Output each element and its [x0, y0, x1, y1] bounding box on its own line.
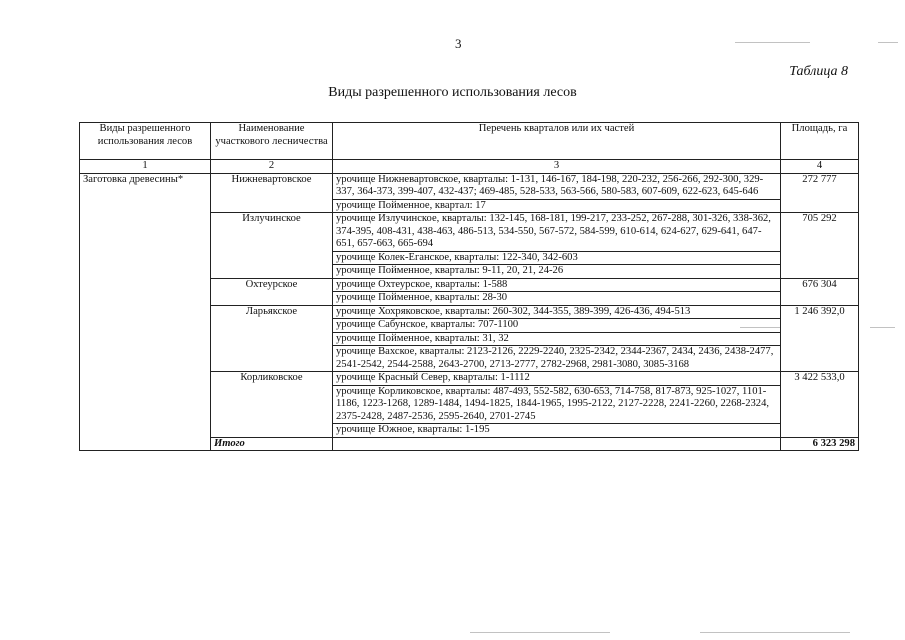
- column-number-row: [80, 160, 859, 174]
- header-forestry: Наименование участкового лесничества: [211, 123, 333, 160]
- page-number: 3: [455, 36, 462, 51]
- quarters-cell: урочище Пойменное, кварталы: 31, 32: [333, 332, 781, 346]
- total-label: Итого: [211, 437, 333, 451]
- scan-speck: [735, 42, 810, 43]
- area-cell: 1 246 392,0: [781, 305, 859, 372]
- document-title: Виды разрешенного использования лесов: [328, 85, 577, 100]
- quarters-cell: урочище Сабунское, кварталы: 707-1100: [333, 319, 781, 333]
- header-use-type: Виды разрешенного использования лесов: [80, 123, 211, 160]
- use-type-cell: Заготовка древесины*: [80, 173, 211, 451]
- header-quarters: Перечень кварталов или их частей: [333, 123, 781, 160]
- quarters-cell: урочище Излучинское, кварталы: 132-145, 168-181, 199-217, 233-252, 267-288, 301-326, 338-362, 374-395, 408-431, 438-463, 486-513, 534-550, 567-572, 584-599, 610-614, 624-627, 629-641, 647-651, 657-663, 665-694: [333, 213, 781, 252]
- table-row: [80, 173, 859, 199]
- quarters-cell: урочище Вахское, кварталы: 2123-2126, 2229-2240, 2325-2342, 2344-2367, 2434, 2436, 2438-2477, 2541-2542, 2544-2588, 2643-2700, 2713-2777, 2782-2968, 2981-3080, 3085-3168: [333, 346, 781, 372]
- quarters-cell: урочище Охтеурское, кварталы: 1-588: [333, 278, 781, 292]
- forestry-name: Корликовское: [211, 372, 333, 438]
- area-cell: 676 304: [781, 278, 859, 305]
- area-cell: 272 777: [781, 173, 859, 213]
- column-number: 2: [211, 160, 333, 174]
- header-area: Площадь, га: [781, 123, 859, 160]
- forestry-name: Охтеурское: [211, 278, 333, 305]
- quarters-cell: урочище Пойменное, квартал: 17: [333, 199, 781, 213]
- total-area: 6 323 298: [781, 437, 859, 451]
- scan-speck: [878, 42, 898, 43]
- quarters-cell: урочище Красный Север, кварталы: 1-1112: [333, 372, 781, 386]
- area-cell: 705 292: [781, 213, 859, 279]
- table-label: Таблица 8: [789, 64, 848, 79]
- column-number: 1: [80, 160, 211, 174]
- quarters-cell: урочище Пойменное, кварталы: 9-11, 20, 21, 24-26: [333, 265, 781, 279]
- quarters-cell: урочище Колек-Еганское, кварталы: 122-340, 342-603: [333, 251, 781, 265]
- scan-speck: [870, 327, 895, 328]
- header-row: [80, 123, 859, 160]
- column-number: 4: [781, 160, 859, 174]
- column-number: 3: [333, 160, 781, 174]
- quarters-cell: урочище Южное, кварталы: 1-195: [333, 424, 781, 438]
- scan-speck: [470, 632, 610, 633]
- total-empty-cell: [333, 437, 781, 451]
- forestry-name: Нижневартовское: [211, 173, 333, 213]
- quarters-cell: урочище Хохряковское, кварталы: 260-302, 344-355, 389-399, 426-436, 494-513: [333, 305, 781, 319]
- quarters-cell: урочище Нижневартовское, кварталы: 1-131, 146-167, 184-198, 220-232, 256-266, 292-300, 329-337, 364-373, 399-407, 432-437; 469-485, 528-533, 563-566, 580-583, 607-609, 622-623, 645-646: [333, 173, 781, 199]
- quarters-cell: урочище Пойменное, кварталы: 28-30: [333, 292, 781, 306]
- forest-use-table: [79, 122, 859, 451]
- forestry-name: Излучинское: [211, 213, 333, 279]
- quarters-cell: урочище Корликовское, кварталы: 487-493, 552-582, 630-653, 714-758, 817-873, 925-1027, 1101-1186, 1223-1268, 1289-1484, 1494-1825, 1844-1965, 1995-2122, 2127-2228, 2241-2260, 2268-2324, 2375-2428, 2487-2536, 2595-2640, 2701-2745: [333, 385, 781, 424]
- scan-speck: [700, 632, 850, 633]
- forestry-name: Ларьякское: [211, 305, 333, 372]
- area-cell: 3 422 533,0: [781, 372, 859, 438]
